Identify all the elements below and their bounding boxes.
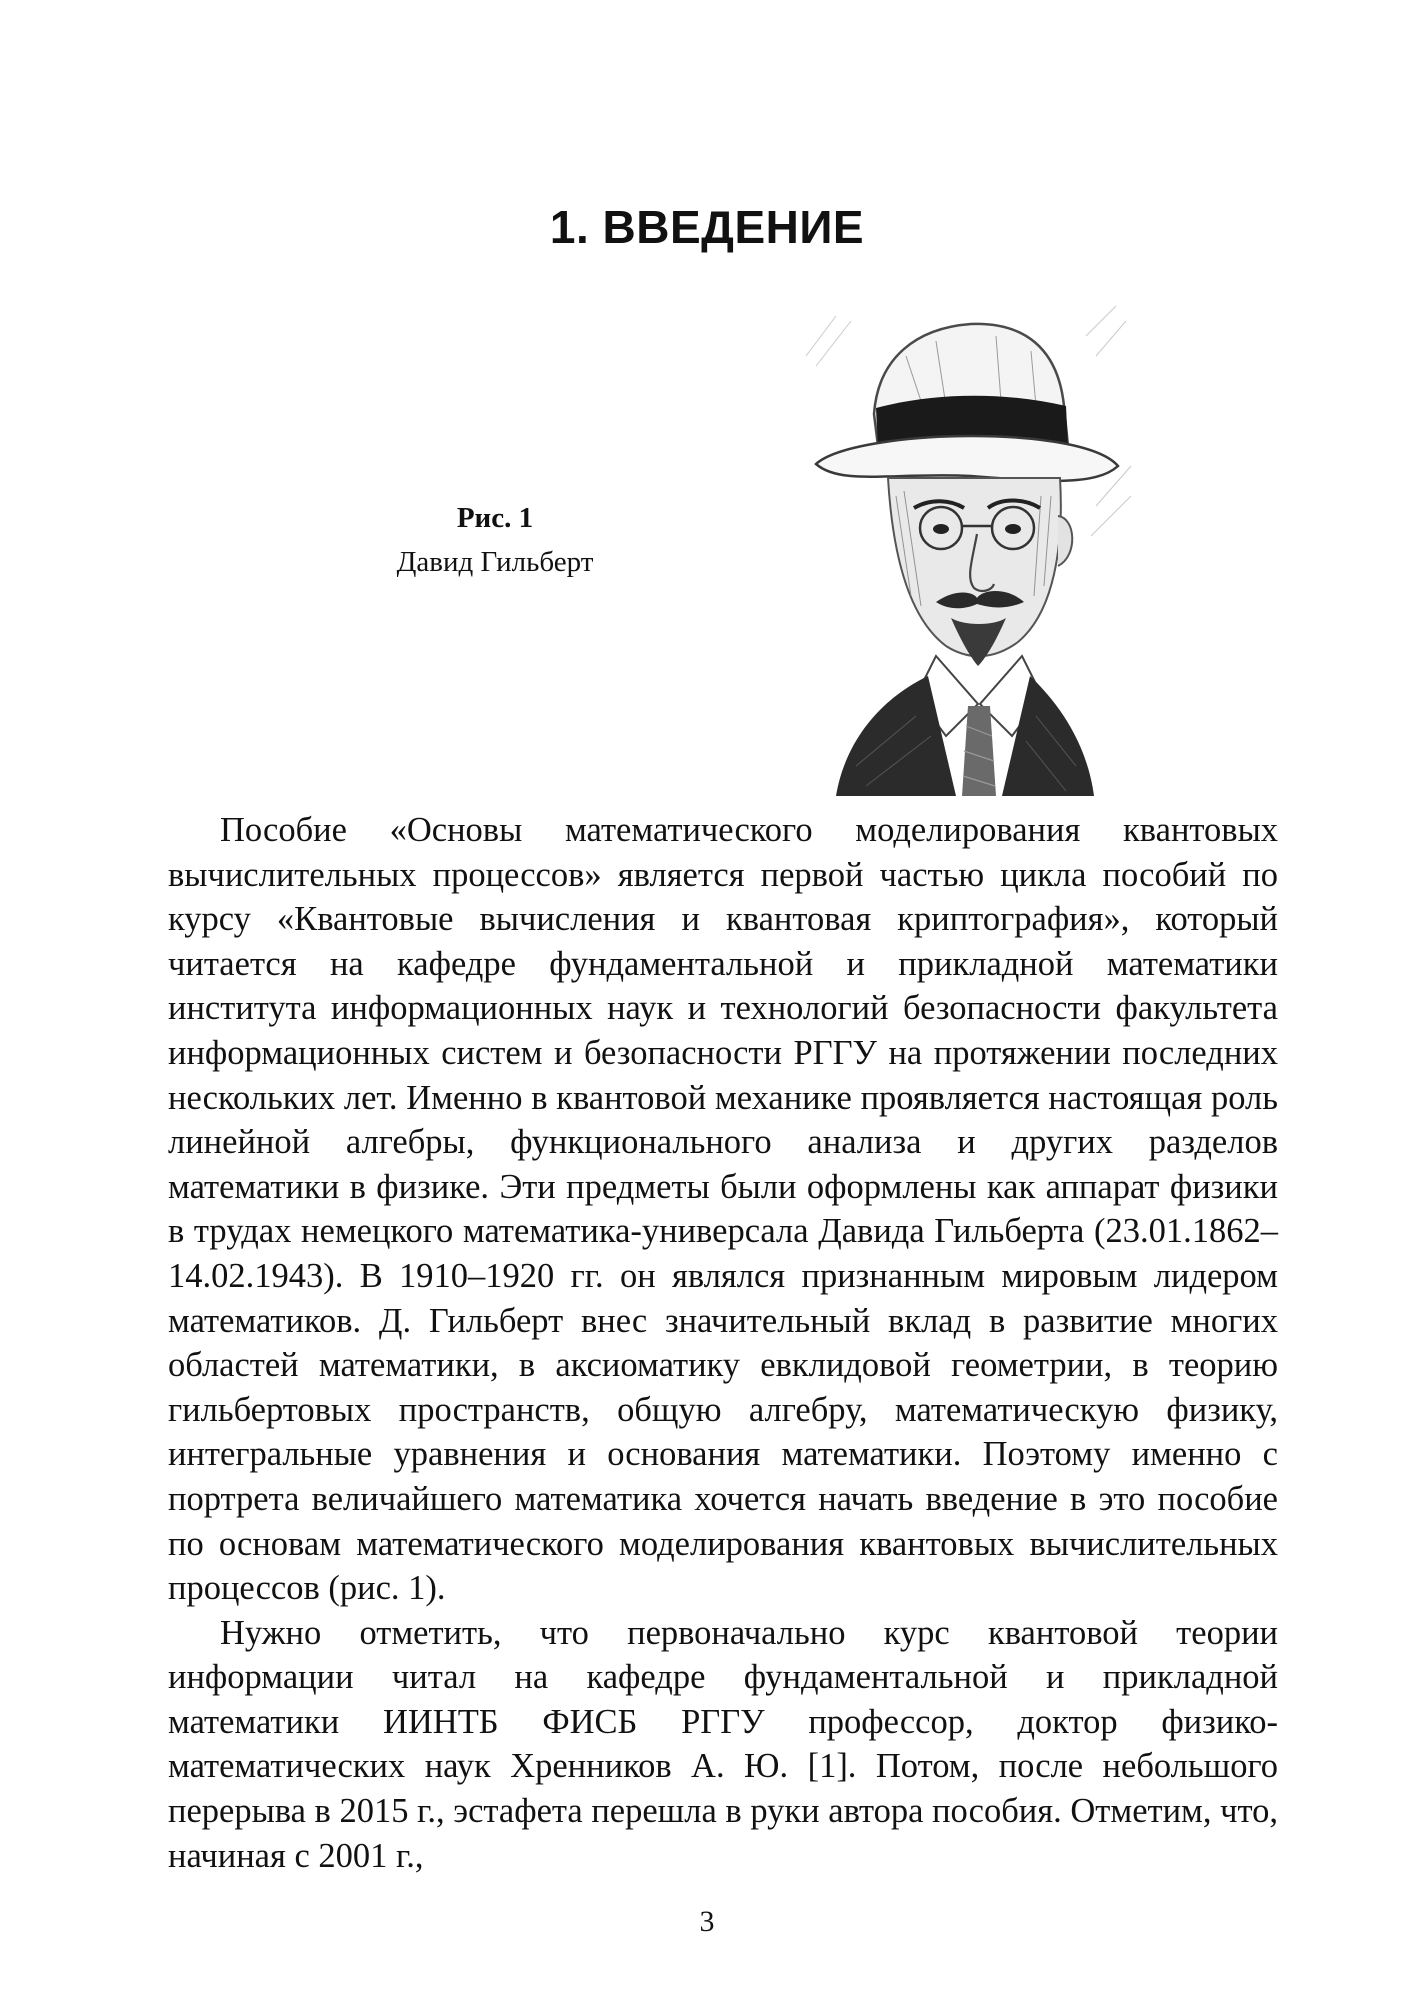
paragraph-2: Нужно отметить, что первоначально курс квантовой теории информации читал на кафедре фундаментальной и прикладной математики ИИНТБ ФИСБ РГГУ профессор, доктор физико-математических наук Хренников А. Ю. [1]. Потом, после небольшого перерыва в 2015 г., эстафета перешла в руки автора пособия. Отметим, что, начиная с 2001 г., <box>168 1613 1278 1875</box>
paragraph-1: Пособие «Основы математического моделирования квантовых вычислительных процессов» является первой частью цикла пособий по курсу «Квантовые вычисления и квантовая криптография», который читается на кафедре фундаментальной и прикладной математики института информационных наук и технологий безопасности факультета информационных систем и безопасности РГГУ на протяжении последних нескольких лет. Именно в квантовой механике проявляется настоящая роль линейной алгебры, функционального анализа и других разделов математики в физике. Эти предметы были оформлены как аппарат физики в трудах немецкого математика-универсала Давида Гильберта (23.01.1862–14.02.1943). В 1910–1920 гг. он являлся признанным мировым лидером математиков. Д. Гильберт внес значительный вклад в развитие многих областей математики, в аксиоматику евклидовой геометрии, в теорию гильбертовых пространств, общую алгебру, математическую физику, интегральные уравнения и основания математики. Поэтому именно с портрета величайшего математика хочется начать введение в это пособие по основам математического моделирования квантовых вычислительных процессов (рис. 1). <box>168 811 1278 1608</box>
chapter-title: 1. ВВЕДЕНИЕ <box>549 201 865 253</box>
portrait-sketch-icon <box>796 296 1134 796</box>
page-number: 3 <box>699 1905 715 1938</box>
figure-caption <box>330 496 660 584</box>
body-text <box>168 808 1278 1878</box>
portrait-image <box>796 296 1134 796</box>
figure-name: Давид Гильберт <box>396 546 594 578</box>
figure-number: Рис. 1 <box>456 502 534 534</box>
